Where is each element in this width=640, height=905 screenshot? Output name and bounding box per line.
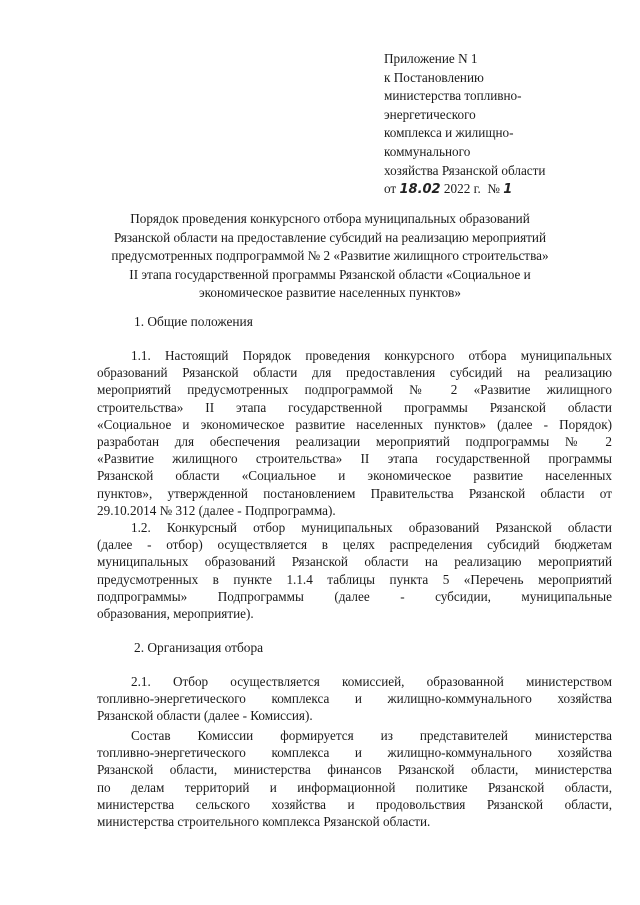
number-sign: № (487, 181, 500, 197)
text-line: разработан для обеспечения реализации мероприятий подпрограммы № 2 (97, 434, 612, 450)
appendix-block (384, 50, 619, 200)
appendix-line: Приложение N 1 (384, 51, 478, 66)
section-heading-general: 1. Общие положения (134, 314, 253, 329)
handwritten-number: 1 (503, 182, 513, 198)
paragraph-1-1 (97, 347, 612, 519)
text-line: предусмотренных в пункте 1.1.4 таблицы пункта 5 «Перечень мероприятий (97, 571, 612, 587)
appendix-line: комплекса и жилищно- (384, 125, 514, 141)
text-line: 2.1. Отбор осуществляется комиссией, образованной министерством (131, 674, 612, 689)
text-line: образований Рязанской области для предоставления субсидий на реализацию (97, 365, 612, 381)
text-line: (далее - отбор) осуществляется в целях распределения субсидий бюджетам (97, 537, 612, 553)
text-line: министерства строительного комплекса Рязанской области. (97, 814, 431, 830)
text-line: топливно-энергетического комплекса и жилищно-коммунального хозяйства (97, 691, 612, 707)
text-line: министерства сельского хозяйства и продовольствия Рязанской области, (97, 796, 612, 812)
text-line: мероприятий предусмотренных подпрограммой № 2 «Развитие жилищного (97, 382, 612, 398)
section-heading-organization: 2. Организация отбора (134, 640, 264, 655)
handwritten-date: 18.02 (399, 182, 441, 198)
paragraph-2-1-composition (97, 727, 612, 830)
text-line: образования, мероприятие). (97, 606, 254, 622)
title-line: II этапа государственной программы Рязанской области «Социальное и (129, 266, 531, 282)
text-line: подпрограммы» Подпрограммы (далее - субсидии, муниципальные (97, 588, 612, 604)
date-line (384, 180, 619, 200)
appendix-line: министерства топливно- (384, 88, 522, 104)
appendix-line: хозяйства Рязанской области (384, 162, 546, 178)
paragraph-1-2 (97, 519, 612, 622)
title-line: Порядок проведения конкурсного отбора муниципальных образований (130, 211, 530, 226)
date-year: 2022 г. (443, 181, 481, 197)
text-line: Рязанской области, министерства финансов Рязанской области, министерства (97, 762, 612, 778)
text-line: Состав Комиссии формируется из представителей министерства (131, 728, 612, 743)
text-line: строительства» II этапа государственной программы Рязанской области (97, 399, 612, 415)
text-line: 1.2. Конкурсный отбор муниципальных образований Рязанской области (131, 520, 612, 535)
text-line: «Развитие жилищного строительства» II этапа государственной программы (97, 451, 612, 467)
text-line: муниципальных образований Рязанской области на реализацию мероприятий (97, 554, 612, 570)
text-line: по делам территорий и информационной политике Рязанской области, (97, 779, 612, 795)
text-line: топливно-энергетического комплекса и жилищно-коммунального хозяйства (97, 745, 612, 761)
appendix-line: энергетического (384, 106, 476, 122)
title-line: Рязанской области на предоставление субсидий на реализацию мероприятий (113, 229, 547, 245)
text-line: пунктов», утвержденной постановлением Правительства Рязанской области от (97, 485, 612, 501)
text-line: Рязанской области (далее - Комиссия). (97, 708, 313, 724)
appendix-line: коммунального (384, 143, 471, 159)
text-line: Рязанской области «Социальное и экономическое развитие населенных (97, 468, 612, 484)
title-line: предусмотренных подпрограммой № 2 «Развитие жилищного строительства» (111, 248, 549, 264)
title-line: экономическое развитие населенных пунктов» (198, 285, 462, 301)
paragraph-2-1 (97, 673, 612, 725)
text-line: 29.10.2014 № 312 (далее - Подпрограмма). (97, 502, 336, 518)
document-title (82, 210, 578, 303)
date-prefix: от (384, 181, 397, 197)
text-line: 1.1. Настоящий Порядок проведения конкурсного отбора муниципальных (131, 348, 612, 363)
appendix-line: к Постановлению (384, 69, 484, 85)
text-line: «Социальное и экономическое развитие населенных пунктов» (далее - Порядок) (97, 416, 612, 432)
